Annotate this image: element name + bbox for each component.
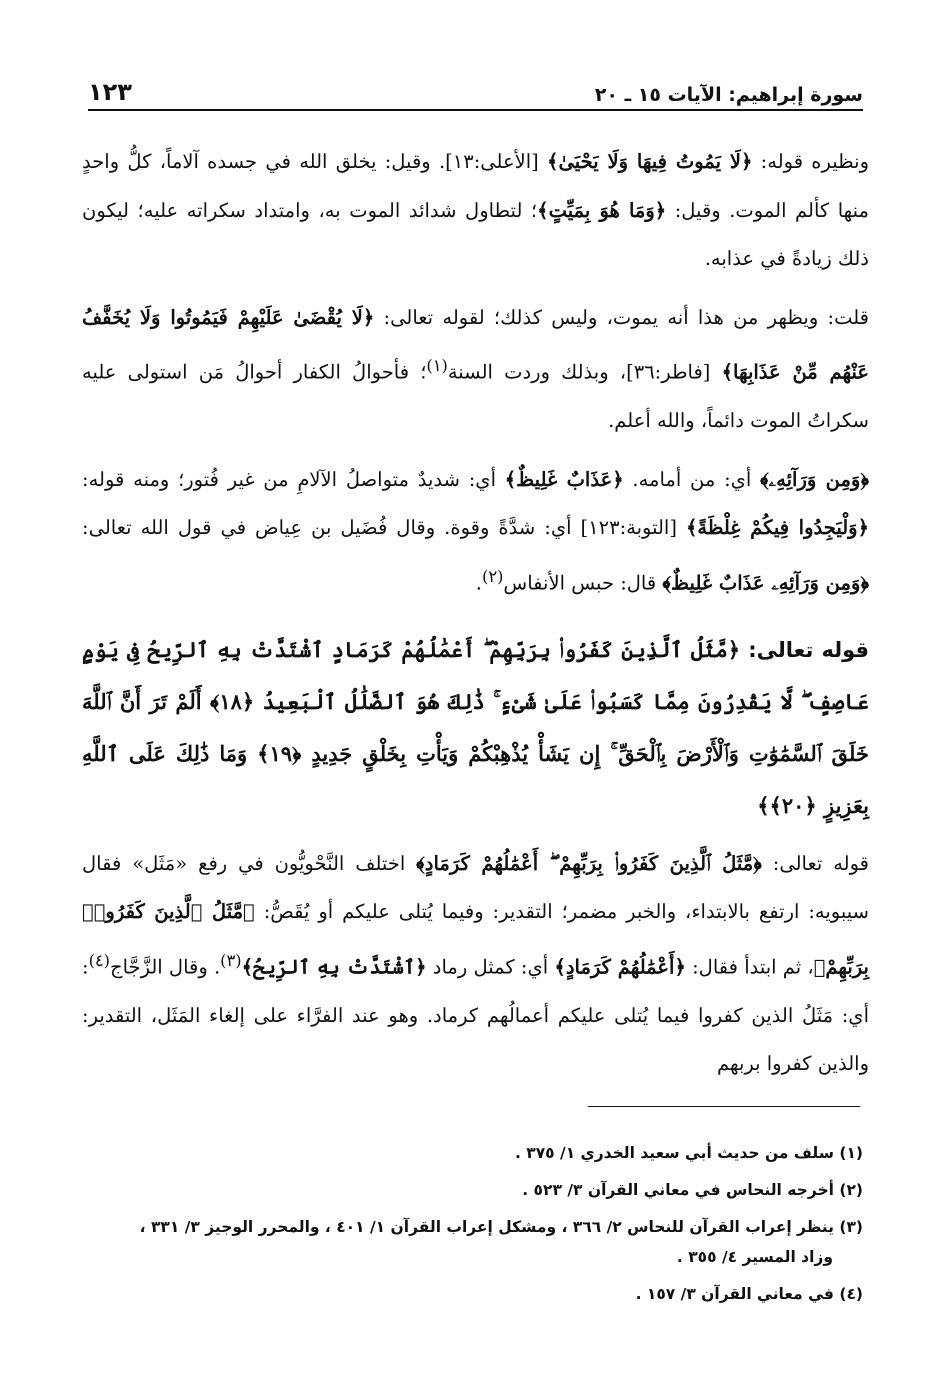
text-segment: ؛ لتطاول شدائد الموت به، وامتداد سكراته عليه؛ ليكون ذلك زيادةً في عذابه.: [82, 198, 869, 270]
text-segment: ونظيره قوله:: [752, 150, 869, 173]
footnote-ref: (٤): [88, 950, 110, 970]
quran-quote: ﴿عَذَابٌ غَلِيظٌ﴾: [504, 467, 624, 491]
text-segment: [التوبة:١٢٣] أي: شدَّةً وقوة. وقال فُضَيل بن عِياض في قول الله تعالى:: [82, 516, 686, 539]
footnote-ref: (٢): [482, 566, 504, 586]
text-segment: قوله تعالى:: [761, 851, 869, 875]
footnote-text: أخرجه النحاس في معاني القرآن ٣/ ٥٢٣ .: [522, 1181, 840, 1199]
text-segment: [فاطر:٣٦]، وبذلك وردت السنة: [447, 360, 722, 384]
verse-lead: قوله تعالى:: [740, 637, 870, 662]
commentary-paragraph: [82, 138, 869, 284]
footnote-number: (٤): [839, 1285, 863, 1303]
footnote: [82, 1138, 863, 1168]
text-segment: ، ثم ابتدأ فقال:: [685, 955, 814, 978]
quran-quote: ﴿وَمَا هُوَ بِمَيِّتٍ﴾: [537, 198, 667, 222]
quran-quote: ﴿مَّثَلُ ٱلَّذِينَ كَفَرُوا۟ بِرَبِّهِمْ ۖ أَعْمَٰلُهُمْ كَرَمَادٍ﴾: [416, 851, 762, 875]
running-title: سورة إبراهيم: الآيات ١٥ ـ ٢٠: [594, 84, 863, 106]
quran-quote: ﴿لَا يُقْضَىٰ عَلَيْهِمْ فَيَمُوتُوا وَلَا يُخَفَّفُ عَنْهُم مِّنْ عَذَابِهَا﴾: [82, 305, 869, 384]
text-segment: ؛ فأحوالُ الكفار أحوالُ مَن استولى عليه سكراتُ الموت دائماً، والله أعلم.: [82, 360, 869, 432]
footnotes: [82, 1138, 863, 1316]
text-segment: أي: من أمامه.: [623, 467, 761, 491]
verse-paragraph: [82, 624, 869, 832]
main-text: [82, 138, 869, 1099]
text-segment: قلت: ويظهر من هذا أنه يموت، وليس كذلك؛ لقوله تعالى:: [374, 305, 869, 329]
footnote-ref: (٣): [220, 950, 242, 970]
footnote-text: ينظر إعراب القرآن للنحاس ٢/ ٣٦٦ ، ومشكل إعراب القرآن ١/ ٤٠١ ، والمحرر الوجيز ٣/ ٣٣١ ،: [139, 1218, 840, 1236]
page-header: [88, 70, 863, 106]
text-segment: . وقال الزَّجَّاج: [110, 955, 221, 978]
commentary-paragraph: [82, 456, 869, 608]
text-segment: : أي: مَثَلُ الذين كفروا فيما يُتلى عليكم أعمالُهم كرماد. وهو عند الفرَّاء على إلغاء المَثَل، التقدير: والذين كفروا بربهم: [82, 955, 869, 1075]
header-divider: [88, 109, 863, 111]
text-segment: [الأعلى:١٣]. وقيل: يخلق الله في جسده آلاماً، كلُّ واحدٍ منها كألم الموت. وقيل:: [82, 150, 870, 222]
quran-quote: ﴿مَّثَلُ ٱلَّذِينَ كَفَرُوا۟ بِرَبِّهِمْ ۖ أَعْمَٰلُهُمْ كَرَمَادٍ ٱشْتَدَّتْ بِهِ ٱلرِّيحُ فِى يَوْمٍ عَاصِفٍ ۖ لَّا يَقْدِرُونَ مِمَّا كَسَبُوا۟ عَلَىٰ شَىْءٍ ۚ ذَٰلِكَ هُوَ ٱلضَّلَٰلُ ٱلْبَعِيدُ ﴿١٨﴾ أَلَمْ تَرَ أَنَّ ٱللَّهَ خَلَقَ ٱلسَّمَٰوَٰتِ وَٱلْأَرْضَ بِٱلْحَقِّ ۚ إِن يَشَأْ يُذْهِبْكُمْ وَيَأْتِ بِخَلْقٍ جَدِيدٍ ﴿١٩﴾ وَمَا ذَٰلِكَ عَلَى ٱللَّهِ بِعَزِيزٍ ﴿٢٠﴾﴾: [82, 636, 869, 818]
footnote-continuation: وزاد المسير ٤/ ٣٥٥ .: [676, 1248, 833, 1266]
text-segment: اختلف النَّحْويُّون في رفع «مَثَل» فقال سيبويه: ارتفع بالابتداء، والخبر مضمر؛ التقدير: وفيما يُتلى عليكم أو يُقَصُّ:: [82, 851, 869, 923]
text-segment: .: [475, 571, 482, 594]
footnote-number: (٣): [839, 1218, 863, 1236]
footnote-number: (٢): [839, 1181, 863, 1199]
commentary-paragraph: [82, 294, 869, 446]
footnote-text: في معاني القرآن ٣/ ١٥٧ .: [635, 1285, 840, 1303]
quran-quote: ﴿وَمِن وَرَآئِهِۦ عَذَابٌ غَلِيظٌ﴾: [662, 571, 869, 594]
footnote-text: سلف من حديث أبي سعيد الخدري ١/ ٣٧٥ .: [514, 1144, 840, 1162]
footnote: [82, 1279, 863, 1309]
text-segment: أي: شديدٌ متواصلُ الآلامِ من غير فُتور؛ ومنه قوله:: [82, 467, 505, 491]
footnote-divider: [588, 1106, 860, 1107]
quran-quote: ﴿وَمِن وَرَآئِهِۦ﴾: [760, 467, 869, 491]
quran-quote: ﴿وَلْيَجِدُوا فِيكُمْ غِلْظَةً﴾: [685, 516, 870, 539]
commentary-paragraph: [82, 840, 869, 1089]
text-segment: قال: حبس الأنفاس: [503, 571, 663, 594]
quran-quote: ﴿ٱشْتَدَّتْ بِهِ ٱلرِّيحُ﴾: [241, 955, 427, 978]
page-number: ١٢٣: [88, 78, 132, 106]
quran-quote: ﴿لَا يَمُوتُ فِيهَا وَلَا يَحْيَىٰ﴾: [547, 150, 753, 173]
quran-quote: ﴿أَعْمَٰلُهُمْ كَرَمَادٍ﴾: [554, 955, 686, 978]
footnote: [82, 1175, 863, 1205]
text-segment: أي: كمثل رماد: [426, 955, 555, 978]
footnote-ref: (١): [426, 356, 448, 375]
quran-quote: ﴿مَّثَلُ ٱلَّذِينَ كَفَرُوا۟ بِرَبِّهِمْ﴾: [82, 900, 869, 978]
footnote: [82, 1212, 863, 1272]
footnote-number: (١): [839, 1144, 863, 1162]
